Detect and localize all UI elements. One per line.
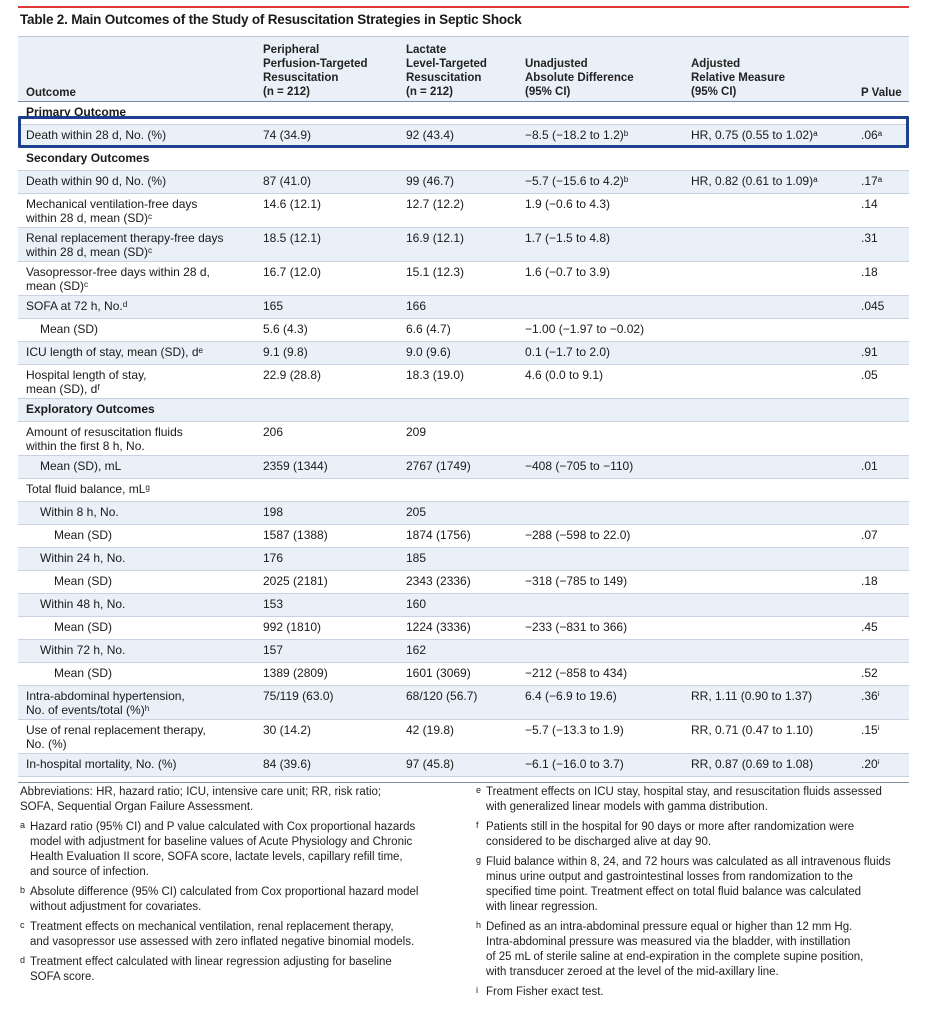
footnote-mark: e xyxy=(476,785,482,795)
lactate-cell: 42 (19.8) xyxy=(406,723,455,737)
lactate-cell: 68/120 (56.7) xyxy=(406,689,478,703)
peripheral-cell: 22.9 (28.8) xyxy=(263,368,322,382)
outcome-cell: ICU length of stay, mean (SD), dᵉ xyxy=(26,345,203,359)
section-label: Primary Outcome xyxy=(26,105,127,119)
table-row xyxy=(18,171,909,194)
footnote xyxy=(476,820,916,850)
unadjusted-cell: −212 (−858 to 434) xyxy=(525,666,628,680)
footnote xyxy=(476,855,916,915)
footnote-mark: b xyxy=(20,885,26,895)
adjusted-cell: RR, 0.71 (0.47 to 1.10) xyxy=(691,723,814,737)
table-row xyxy=(18,319,909,342)
lactate-cell: 16.9 (12.1) xyxy=(406,231,465,245)
table-row xyxy=(18,228,909,262)
outcome-cell: Hospital length of stay, mean (SD), dᶠ xyxy=(26,368,147,396)
table-row xyxy=(18,194,909,228)
table-row xyxy=(18,663,909,686)
table-row xyxy=(18,686,909,720)
peripheral-cell: 2025 (2181) xyxy=(263,574,328,588)
col-header-adjusted: Adjusted Relative Measure (95% CI) xyxy=(691,58,785,98)
table-row xyxy=(18,617,909,640)
lactate-cell: 162 xyxy=(406,643,427,657)
title-rule xyxy=(18,6,909,8)
lactate-cell: 12.7 (12.2) xyxy=(406,197,465,211)
lactate-cell: 160 xyxy=(406,597,427,611)
footnote xyxy=(20,820,475,880)
outcome-cell: Within 24 h, No. xyxy=(40,551,126,565)
footnote xyxy=(20,885,475,915)
table-row xyxy=(18,720,909,754)
pvalue-cell: .31 xyxy=(861,231,878,245)
peripheral-cell: 176 xyxy=(263,551,284,565)
table-row xyxy=(18,365,909,399)
footnote-text: Patients still in the hospital for 90 days or more after randomization were considered to be discharged alive at day 90. xyxy=(486,821,855,848)
lactate-cell: 18.3 (19.0) xyxy=(406,368,465,382)
outcome-cell: Death within 28 d, No. (%) xyxy=(26,128,167,142)
highlight-box xyxy=(18,116,909,148)
footnote xyxy=(476,920,916,980)
footnotes-left xyxy=(20,785,475,990)
col-header-unadjusted: Unadjusted Absolute Difference (95% CI) xyxy=(525,58,634,98)
footnote-text: Abbreviations: HR, hazard ratio; ICU, intensive care unit; RR, risk ratio; SOFA, Sequential Organ Failure Assessment. xyxy=(20,786,382,813)
lactate-cell: 166 xyxy=(406,299,427,313)
table-row xyxy=(18,479,909,502)
lactate-cell: 209 xyxy=(406,425,427,439)
footnote xyxy=(20,785,475,815)
lactate-cell: 6.6 (4.7) xyxy=(406,322,451,336)
lactate-cell: 1601 (3069) xyxy=(406,666,471,680)
peripheral-cell: 198 xyxy=(263,505,284,519)
unadjusted-cell: 4.6 (0.0 to 9.1) xyxy=(525,368,604,382)
unadjusted-cell: −6.1 (−16.0 to 3.7) xyxy=(525,757,624,771)
unadjusted-cell: −8.5 (−18.2 to 1.2)ᵇ xyxy=(525,128,629,142)
table-bottom-rule xyxy=(18,782,909,783)
footnote-mark: g xyxy=(476,855,482,865)
table-row xyxy=(18,754,909,777)
section-row xyxy=(18,148,909,171)
outcome-cell: Within 72 h, No. xyxy=(40,643,126,657)
section-row xyxy=(18,399,909,422)
pvalue-cell: .06ᵃ xyxy=(861,128,883,142)
peripheral-cell: 5.6 (4.3) xyxy=(263,322,308,336)
unadjusted-cell: 1.6 (−0.7 to 3.9) xyxy=(525,265,611,279)
table-row xyxy=(18,594,909,617)
footnote-text: Absolute difference (95% CI) calculated from Cox proportional hazard model without adjustment for covariates. xyxy=(30,886,419,913)
pvalue-cell: .45 xyxy=(861,620,878,634)
lactate-cell: 99 (46.7) xyxy=(406,174,455,188)
table-row xyxy=(18,342,909,365)
lactate-cell: 185 xyxy=(406,551,427,565)
peripheral-cell: 165 xyxy=(263,299,284,313)
section-label: Secondary Outcomes xyxy=(26,151,150,165)
table-body xyxy=(18,102,909,782)
section-label: Exploratory Outcomes xyxy=(26,402,155,416)
outcome-cell: Within 8 h, No. xyxy=(40,505,119,519)
lactate-cell: 2343 (2336) xyxy=(406,574,471,588)
outcome-cell: Renal replacement therapy-free days within 28 d, mean (SD)ᶜ xyxy=(26,231,224,259)
adjusted-cell: RR, 1.11 (0.90 to 1.37) xyxy=(691,689,813,703)
pvalue-cell: .15ⁱ xyxy=(861,723,880,737)
outcome-cell: Total fluid balance, mLᵍ xyxy=(26,482,150,496)
lactate-cell: 1224 (3336) xyxy=(406,620,471,634)
outcome-cell: Mean (SD) xyxy=(54,666,113,680)
lactate-cell: 1874 (1756) xyxy=(406,528,471,542)
outcome-cell: Vasopressor-free days within 28 d, mean (SD)ᶜ xyxy=(26,265,210,293)
footnote-mark: a xyxy=(20,820,26,830)
peripheral-cell: 992 (1810) xyxy=(263,620,322,634)
peripheral-cell: 1389 (2809) xyxy=(263,666,328,680)
outcome-cell: Mean (SD), mL xyxy=(40,459,122,473)
peripheral-cell: 87 (41.0) xyxy=(263,174,312,188)
col-header-lactate: Lactate Level-Targeted Resuscitation (n = 212) xyxy=(406,44,487,98)
peripheral-cell: 206 xyxy=(263,425,284,439)
peripheral-cell: 2359 (1344) xyxy=(263,459,328,473)
unadjusted-cell: −1.00 (−1.97 to −0.02) xyxy=(525,322,645,336)
outcome-cell: Intra-abdominal hypertension, No. of events/total (%)ʰ xyxy=(26,689,185,717)
peripheral-cell: 84 (39.6) xyxy=(263,757,312,771)
pvalue-cell: .05 xyxy=(861,368,878,382)
footnote-text: From Fisher exact test. xyxy=(486,986,604,998)
table-row xyxy=(18,456,909,479)
table-row xyxy=(18,422,909,456)
table-row xyxy=(18,571,909,594)
footnote-mark: f xyxy=(476,820,479,830)
pvalue-cell: .52 xyxy=(861,666,878,680)
table-row xyxy=(18,296,909,319)
unadjusted-cell: −5.7 (−13.3 to 1.9) xyxy=(525,723,624,737)
unadjusted-cell: −318 (−785 to 149) xyxy=(525,574,628,588)
peripheral-cell: 16.7 (12.0) xyxy=(263,265,322,279)
outcome-cell: Amount of resuscitation fluids within the first 8 h, No. xyxy=(26,425,183,453)
unadjusted-cell: 1.7 (−1.5 to 4.8) xyxy=(525,231,611,245)
lactate-cell: 9.0 (9.6) xyxy=(406,345,451,359)
outcome-cell: Mechanical ventilation-free days within 28 d, mean (SD)ᶜ xyxy=(26,197,198,225)
footnote-text: Fluid balance within 8, 24, and 72 hours was calculated as all intravenous fluids minus urine output and gastrointestinal losses from randomization to the specified time point. Treatment effect on total fluid balance was calculated with linear regression. xyxy=(486,856,891,913)
footnotes-right xyxy=(476,785,916,1005)
pvalue-cell: .91 xyxy=(861,345,878,359)
footnote xyxy=(20,955,475,985)
footnote-text: Treatment effects on ICU stay, hospital stay, and resuscitation fluids assessed with generalized linear models with gamma distribution. xyxy=(486,786,882,813)
unadjusted-cell: 1.9 (−0.6 to 4.3) xyxy=(525,197,611,211)
outcome-cell: Death within 90 d, No. (%) xyxy=(26,174,167,188)
outcome-cell: In-hospital mortality, No. (%) xyxy=(26,757,177,771)
outcome-cell: Mean (SD) xyxy=(54,574,113,588)
peripheral-cell: 18.5 (12.1) xyxy=(263,231,322,245)
outcome-cell: Mean (SD) xyxy=(54,620,113,634)
footnote-mark: d xyxy=(20,955,26,965)
footnote-mark: h xyxy=(476,920,482,930)
outcome-cell: Use of renal replacement therapy, No. (%) xyxy=(26,723,206,751)
peripheral-cell: 75/119 (63.0) xyxy=(263,689,334,703)
pvalue-cell: .17ᵃ xyxy=(861,174,883,188)
adjusted-cell: RR, 0.87 (0.69 to 1.08) xyxy=(691,757,814,771)
pvalue-cell: .36ⁱ xyxy=(861,689,880,703)
outcome-cell: Mean (SD) xyxy=(40,322,99,336)
footnote-text: Treatment effect calculated with linear regression adjusting for baseline SOFA score. xyxy=(30,956,392,983)
table-row xyxy=(18,262,909,296)
lactate-cell: 97 (45.8) xyxy=(406,757,455,771)
lactate-cell: 205 xyxy=(406,505,427,519)
pvalue-cell: .18 xyxy=(861,265,878,279)
adjusted-cell: HR, 0.75 (0.55 to 1.02)ᵃ xyxy=(691,128,818,142)
outcome-cell: Within 48 h, No. xyxy=(40,597,126,611)
table-header xyxy=(18,36,909,102)
footnote xyxy=(476,985,916,1000)
footnote-mark: i xyxy=(476,985,478,995)
lactate-cell: 2767 (1749) xyxy=(406,459,471,473)
unadjusted-cell: −408 (−705 to −110) xyxy=(525,459,634,473)
pvalue-cell: .07 xyxy=(861,528,878,542)
footnote-text: Treatment effects on mechanical ventilation, renal replacement therapy, and vasopressor use assessed with zero inflated negative binomial models. xyxy=(30,921,415,948)
footnote-text: Defined as an intra-abdominal pressure equal or higher than 12 mm Hg. Intra-abdominal pressure was measured via the bladder, with instillation of 25 mL of sterile saline at end-expiration in the complete supine position, with transducer zeroed at the level of the mid-axillary line. xyxy=(486,921,864,978)
adjusted-cell: HR, 0.82 (0.61 to 1.09)ᵃ xyxy=(691,174,818,188)
table-row xyxy=(18,502,909,525)
footnote-text: Hazard ratio (95% CI) and P value calculated with Cox proportional hazards model with adjustment for baseline values of Acute Physiology and Chronic Health Evaluation II score, SOFA score, lactate levels, capillary refill time, and source of infection. xyxy=(30,821,416,878)
col-header-outcome: Outcome xyxy=(26,87,76,99)
peripheral-cell: 9.1 (9.8) xyxy=(263,345,308,359)
col-header-peripheral: Peripheral Perfusion-Targeted Resuscitation (n = 212) xyxy=(263,44,368,98)
lactate-cell: 15.1 (12.3) xyxy=(406,265,465,279)
unadjusted-cell: −5.7 (−15.6 to 4.2)ᵇ xyxy=(525,174,629,188)
peripheral-cell: 153 xyxy=(263,597,284,611)
pvalue-cell: .20ⁱ xyxy=(861,757,880,771)
peripheral-cell: 14.6 (12.1) xyxy=(263,197,322,211)
outcome-cell: SOFA at 72 h, No.ᵈ xyxy=(26,299,128,313)
pvalue-cell: .01 xyxy=(861,459,878,473)
peripheral-cell: 157 xyxy=(263,643,284,657)
pvalue-cell: .045 xyxy=(861,299,885,313)
pvalue-cell: .18 xyxy=(861,574,878,588)
peripheral-cell: 30 (14.2) xyxy=(263,723,312,737)
unadjusted-cell: 0.1 (−1.7 to 2.0) xyxy=(525,345,611,359)
unadjusted-cell: −288 (−598 to 22.0) xyxy=(525,528,631,542)
unadjusted-cell: 6.4 (−6.9 to 19.6) xyxy=(525,689,617,703)
lactate-cell: 92 (43.4) xyxy=(406,128,455,142)
pvalue-cell: .14 xyxy=(861,197,878,211)
table-row xyxy=(18,640,909,663)
table-title: Table 2. Main Outcomes of the Study of Resuscitation Strategies in Septic Shock xyxy=(20,12,522,27)
table-row xyxy=(18,548,909,571)
unadjusted-cell: −233 (−831 to 366) xyxy=(525,620,628,634)
footnote xyxy=(20,920,475,950)
outcome-cell: Mean (SD) xyxy=(54,528,113,542)
footnote-mark: c xyxy=(20,920,25,930)
peripheral-cell: 1587 (1388) xyxy=(263,528,328,542)
peripheral-cell: 74 (34.9) xyxy=(263,128,312,142)
table-row xyxy=(18,525,909,548)
col-header-pvalue: P Value xyxy=(861,87,902,99)
footnote xyxy=(476,785,916,815)
